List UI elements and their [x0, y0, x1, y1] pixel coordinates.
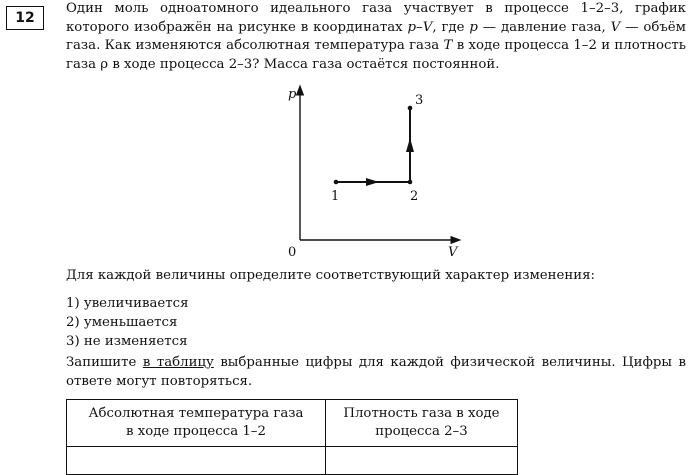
header-density: Плотность газа в ходе процесса 2–3: [325, 400, 517, 447]
answer-cell-density[interactable]: [325, 447, 517, 475]
table-link[interactable]: в таблицу: [142, 355, 214, 370]
point-2-label: 2: [410, 189, 419, 204]
point-3: [408, 106, 413, 111]
pv-graph: [276, 84, 476, 264]
question-number: 12: [6, 6, 44, 30]
point-2: [408, 180, 413, 185]
header-temperature: Абсолютная температура газа в ходе процесса 1–2: [67, 400, 326, 447]
p-axis-label: p: [288, 87, 297, 102]
answer-cell-temperature[interactable]: [67, 447, 326, 475]
answer-table: [66, 399, 518, 475]
point-3-label: 3: [415, 93, 424, 108]
point-1-label: 1: [331, 189, 340, 204]
process-2-3-arrow: [406, 138, 414, 152]
process-1-2-arrow: [366, 178, 379, 186]
option-increase: 1) увеличивается: [66, 296, 189, 311]
instruction-text: Для каждой величины определите соответствующий характер изменения:: [66, 268, 595, 283]
options-list: [66, 294, 189, 351]
origin-label: 0: [288, 245, 297, 260]
v-axis-label: V: [448, 245, 458, 260]
option-unchanged: 3) не изменяется: [66, 334, 188, 349]
problem-text: Один моль одноатомного идеального газа участвует в процессе 1–2–3, график которого изображён на рисунке в координатах p–V, где p — давление газа, V — объём газа. Как изменяются абсолютная температура газа T в ходе процесса 1–2 и плотность газа ρ в ходе процесса 2–3? Масса газа остаётся постоянной.: [66, 1, 687, 72]
write-instruction: Запишите в таблицу выбранные цифры для каждой физической величины. Цифры в ответе могут повторяться.: [66, 355, 686, 389]
point-1: [334, 180, 339, 185]
option-decrease: 2) уменьшается: [66, 315, 178, 330]
